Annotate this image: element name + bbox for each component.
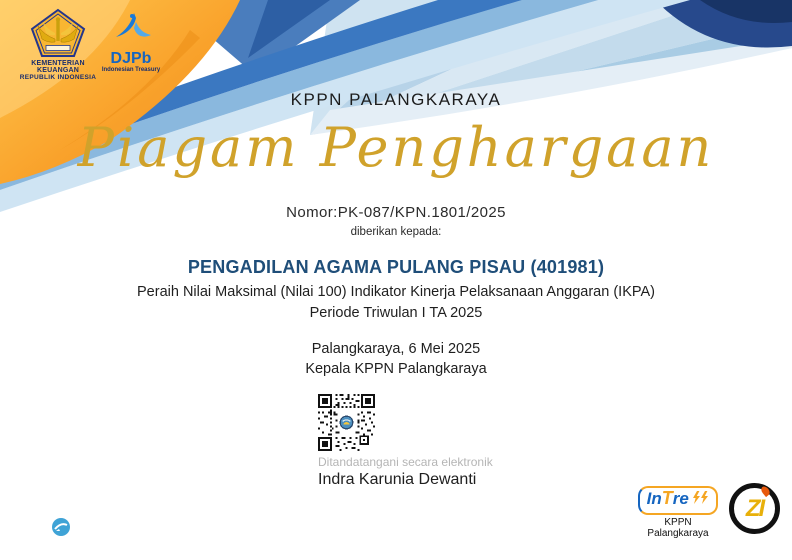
kemenkeu-emblem-icon <box>29 8 87 58</box>
intress-text-in: In <box>646 489 662 508</box>
lightning-bolts-icon <box>693 491 709 506</box>
kemenkeu-line1: KEMENTERIAN KEUANGAN <box>31 60 85 74</box>
intress-text-t: T <box>661 488 673 508</box>
issuer-title: KPPN PALANGKARAYA <box>290 90 502 109</box>
given-to-label: diberikan kepada: <box>350 226 442 238</box>
kemenkeu-logo <box>10 8 106 81</box>
recipient-name: PENGADILAN AGAMA PULANG PISAU (401981) <box>187 257 605 277</box>
signatory-title: Kepala KPPN Palangkaraya <box>305 361 487 377</box>
djpb-tagline: Indonesian Treasury <box>101 67 161 73</box>
qr-center-logo-icon <box>340 416 354 430</box>
intress-text-re: re <box>672 489 689 508</box>
signature-block <box>318 394 578 489</box>
kemenkeu-line2: REPUBLIK INDONESIA <box>19 74 97 81</box>
signatory-name: Indra Karunia Dewanti <box>318 471 477 488</box>
intress-caption: KPPN Palangkaraya <box>647 517 709 539</box>
esign-note: Ditandatangani secara elektronik <box>318 455 493 469</box>
djpb-name: DJPb <box>110 50 152 67</box>
djpb-glyph-icon <box>109 12 153 46</box>
zi-logo <box>729 483 780 534</box>
qr-code-icon <box>318 394 375 451</box>
certificate-number: Nomor:PK-087/KPN.1801/2025 <box>286 204 506 221</box>
achievement-line: Peraih Nilai Maksimal (Nilai 100) Indikator Kinerja Pelaksanaan Anggaran (IKPA) <box>137 284 655 300</box>
intress-badge <box>638 486 719 515</box>
period-line: Periode Triwulan I TA 2025 <box>309 305 483 321</box>
intress-logo <box>634 486 722 539</box>
zi-monogram: ZI <box>745 495 764 522</box>
blue-globe-dot-icon <box>52 518 70 536</box>
place-date-line: Palangkaraya, 6 Mei 2025 <box>311 341 481 357</box>
certificate-title: Piagam Penghargaan <box>77 116 715 179</box>
djpb-logo <box>100 12 162 73</box>
